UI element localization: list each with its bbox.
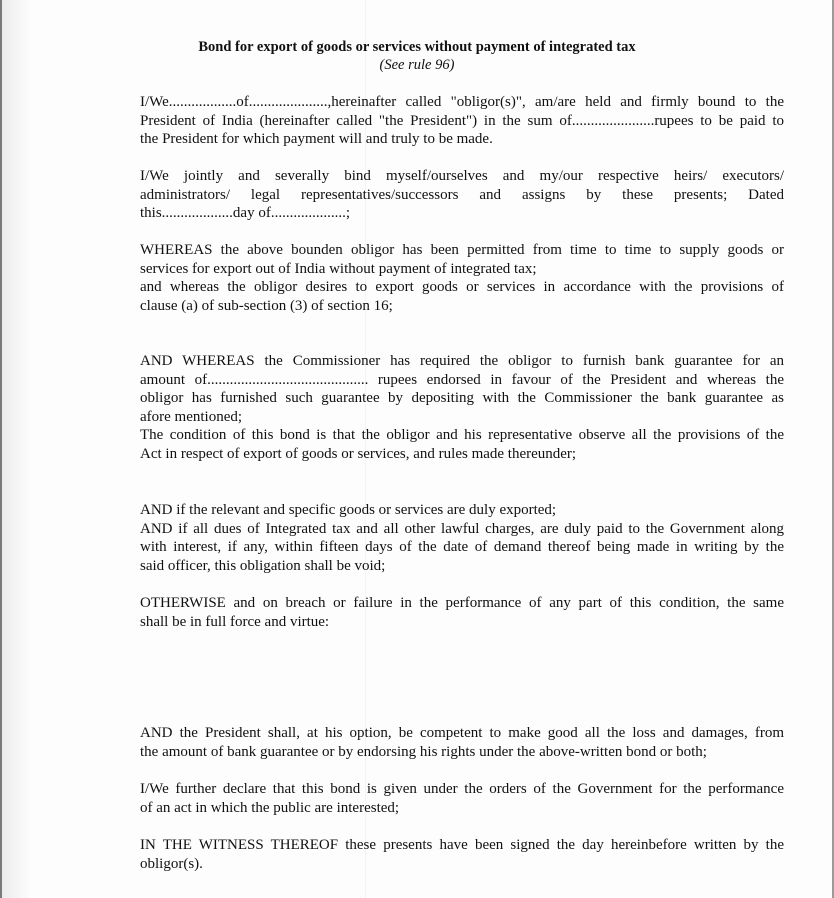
paragraph-line: services for export out of India without payment of integrated tax; <box>140 260 537 277</box>
document-title: Bond for export of goods or services without payment of integrated tax <box>198 39 636 55</box>
paragraph-line: this...................day of....................; <box>140 205 350 221</box>
paragraph-line: afore mentioned; <box>140 408 243 425</box>
paragraph-line: shall be in full force and virtue: <box>140 613 330 630</box>
paragraph-line: administrators/ legal representatives/successors and assigns by these presents; Dated <box>140 186 784 203</box>
paragraph-line: the President for which payment will and truly to be made. <box>140 131 493 147</box>
paragraph-line: obligor has furnished such guarantee by depositing with the Commissioner the bank guarantee as <box>140 390 784 406</box>
document-subtitle: (See rule 96) <box>379 57 455 73</box>
paragraph-line: I/We further declare that this bond is given under the orders of the Government for the performance <box>140 781 784 797</box>
paragraph-line: of an act in which the public are interested; <box>140 799 400 816</box>
paragraph-line: and whereas the obligor desires to export goods or services in accordance with the provisions of <box>140 279 784 295</box>
paragraph-line: the amount of bank guarantee or by endorsing his rights under the above-written bond or both; <box>140 743 707 760</box>
paragraph-bank-guarantee <box>140 352 784 463</box>
paragraph-line: amount of........................................... rupees endorsed in favour of the President and whereas the <box>140 371 784 388</box>
paragraph-line: AND if all dues of Integrated tax and all other lawful charges, are duly paid to the Government along <box>140 520 784 537</box>
paragraph-line: clause (a) of sub-section (3) of section 16; <box>140 297 393 314</box>
paragraph-line: AND WHEREAS the Commissioner has required the obligor to furnish bank guarantee for an <box>140 353 784 369</box>
paragraph-line: with interest, if any, within fifteen days of the date of demand thereof being made in writing by the <box>140 539 784 555</box>
scan-left-shadow <box>2 0 32 898</box>
paragraph-line: Act in respect of export of goods or services, and rules made thereunder; <box>140 445 577 462</box>
paragraph-whereas-permitted <box>140 241 784 315</box>
paragraph-line: WHEREAS the above bounden obligor has been permitted from time to time to supply goods or <box>140 242 784 258</box>
paragraph-line: President of India (hereinafter called "the President") in the sum of......................rupees to be paid to <box>140 112 784 129</box>
paragraph-president-option <box>140 724 784 761</box>
paragraph-joint-binding <box>140 167 784 223</box>
paragraph-witness-thereof <box>140 836 784 873</box>
paragraph-duly-exported <box>140 501 784 575</box>
paragraph-line: said officer, this obligation shall be void; <box>140 557 386 574</box>
paragraph-line: I/We jointly and severally bind myself/ourselves and my/our respective heirs/ executors/ <box>140 168 784 184</box>
paragraph-line: IN THE WITNESS THEREOF these presents have been signed the day hereinbefore written by the <box>140 837 784 853</box>
paragraph-line: I/We..................of.....................,hereinafter called "obligor(s)", am/are held and firmly bound to the <box>140 94 784 110</box>
paragraph-line: AND if the relevant and specific goods or services are duly exported; <box>140 502 557 518</box>
paragraph-line: obligor(s). <box>140 855 203 872</box>
paragraph-obligor-declaration <box>140 93 784 149</box>
paragraph-line: OTHERWISE and on breach or failure in the performance of any part of this condition, the same <box>140 595 784 611</box>
paragraph-line: AND the President shall, at his option, be competent to make good all the loss and damages, from <box>140 725 784 741</box>
paragraph-otherwise-breach <box>140 594 784 631</box>
paragraph-line: The condition of this bond is that the obligor and his representative observe all the provisions of the <box>140 427 784 443</box>
paragraph-further-declaration <box>140 780 784 817</box>
